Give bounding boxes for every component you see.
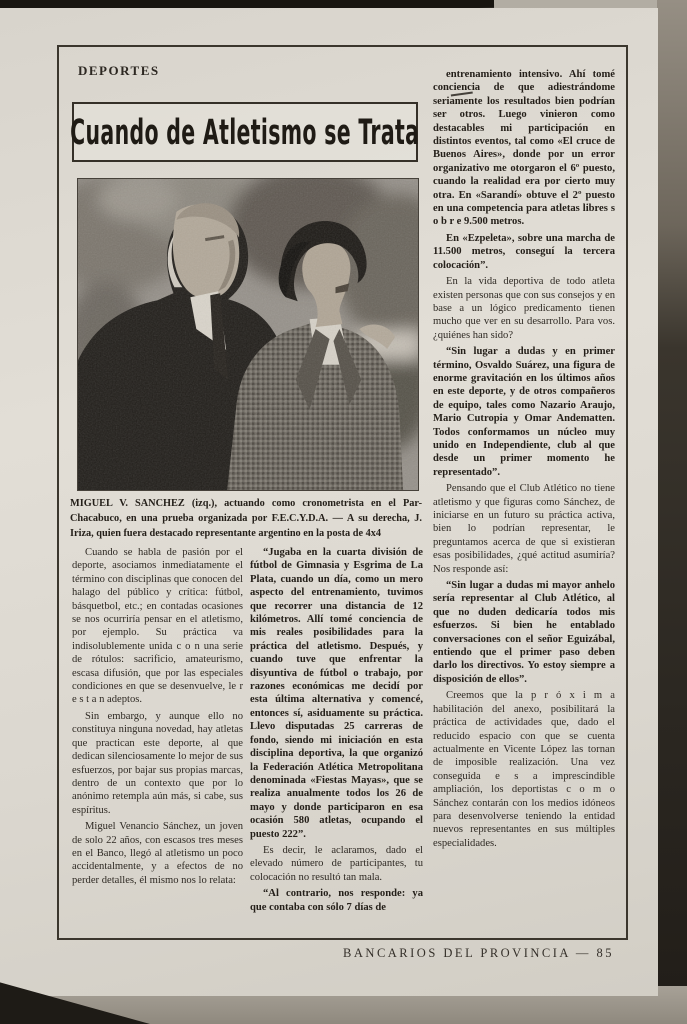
article-paragraph: “Sin lugar a dudas y en primer término, Osvaldo Suárez, una figura de enorme gravitación en los últimos años en este deporte, y de otros compañeros de equipo, tales como Nazario Araujo, Mario Cutropia y Omar Andematten. Todos conformamos un núcleo muy unido en Independiente, club al que desde un primer momento he representado”. [433,346,615,478]
article-paragraph: Pensando que el Club Atlético no tiene atletismo y que figuras como Sánchez, de iniciarse en un futuro su práctica activa, bien lo podrían representar, le preguntamos acerca de que si existieran esas posibilidades, ¿qué actitud asumiría? Nos responde así: [433,483,615,575]
article-paragraph: Cuando se habla de pasión por el deporte, asociamos inmediatamente el término con disciplinas que conocen del halago del público y crítica: fútbol, básquetbol, etc.; en contadas ocasiones se nos ocurriría pensar en el atletismo, por ejemplo. Su práctica va indisolublemente unida c o n una serie de rótulos: sacrificio, amateurismo, escasa difusión, que por las especiales condiciones en que se desenvuelve, le r e s t a n adeptos. [72,547,243,706]
section-kicker: DEPORTES [78,63,160,78]
photo-illustration [78,179,418,490]
article-paragraph: entrenamiento intensivo. Ahí tomé conciencia de que adiestrándome seriamente los resultados bien podrían ser otros. Luego vinieron como destacables mi participación en distintos eventos, tal como «El cruce de Buenos Aires», donde por un error organizativo me otorgaron el 6º puesto, cuando la realidad era por cierto muy otra. En «Sarandí» obtuve el 2º puesto en una competencia para atletas libres s o b r e 9.500 metros. [433,69,615,228]
article-paragraph: “Sin lugar a dudas mi mayor anhelo sería representar al Club Atlético, al que no duden dedicaría todos mis esfuerzos. Si bien he entablado conversaciones con el señor Eguizábal, entiendo que el primer paso deben darlo los directivos. Yo estoy siempre a disposición de ellos”. [433,580,615,685]
column-right [433,68,615,942]
article-paragraph: “Jugaba en la cuarta división de fútbol de Gimnasia y Esgrima de La Plata, cuando un día, como un mero aspecto del entrenamiento, tuvimos que recorrer una distancia de 12 kilómetros. Allí tomé conciencia de mis reales posibilidades para la práctica del atletismo. Después, y cuando tuve que enfrentar la disyuntiva de fútbol o trabajo, por razones económicas me decidí por esta última alternativa y comencé, entonces sí, asiduamente su práctica. Llevo disputadas 25 carreras de fondo, siendo mi iniciación en esta disciplina deportiva, la que organizó la Federación Atlética Metropolitana denominada «Fiestas Mayas», que se realiza anualmente todos los 26 de mayo y donde participaron en esa ocasión 580 atletas, ocupando el puesto 222”. [250,547,423,840]
article-paragraph: Miguel Venancio Sánchez, un joven de solo 22 años, con escasos tres meses en el Banco, llegó al atletismo un poco accidentalmente, y a efectos de no perder detalles, él mismo nos lo relata: [72,821,243,886]
article-paragraph: En «Ezpeleta», sobre una marcha de 11.500 metros, conseguí la tercera colocación”. [433,232,615,271]
magazine-page [0,8,658,996]
photo-caption: MIGUEL V. SANCHEZ (izq.), actuando como cronometrista en el Par-Chacabuco, en una prueba organizada por F.E.C.Y.D.A. — A su derecha, J. Iriza, quien fuera destacado representante argentino en la posta de 4x4 [70,498,422,539]
scan-right-strip [657,0,687,1024]
column-left [72,546,243,944]
article-photo [77,178,419,491]
page-footer: BANCARIOS DEL PROVINCIA — 85 [343,946,614,960]
article-paragraph: “Al contrario, nos responde: ya que contaba con sólo 7 días de [250,888,423,913]
article-paragraph: Sin embargo, y aunque ello no constituya ninguna novedad, hay atletas que practican este deporte, al que dedican silenciosamente lo mejor de sus esfuerzos, por bajar sus propias marcas, dentro de un contexto que por lo anónimo retempla aún más, si cabe, sus espíritus. [72,710,243,816]
column-middle [250,546,423,944]
article-paragraph: Es decir, le aclaramos, dado el elevado número de participantes, tu colocación no resultó tan mala. [250,844,423,883]
article-title: Cuando de Atletismo se Trata [70,111,420,153]
article-paragraph: En la vida deportiva de todo atleta existen personas que con sus consejos y en base a un lógico predicamento tienen mucho que ver en su desarrollo. Para vos. ¿quiénes han sido? [433,276,615,341]
page-frame [57,45,628,940]
title-box [72,102,418,162]
article-paragraph: Creemos que la p r ó x i m a habilitación del anexo, posibilitará la práctica de actividades que, dado el reducido espacio con que se cuenta actualmente en Vicente López las tornan de imposible realización. Una vez conseguida e s a imprescindible ampliación, los deportistas c o m o Sánchez contarán con los medios idóneos para desenvolverse teniendo la entidad nuevos representantes en sus múltiples especialidades. [433,690,615,849]
